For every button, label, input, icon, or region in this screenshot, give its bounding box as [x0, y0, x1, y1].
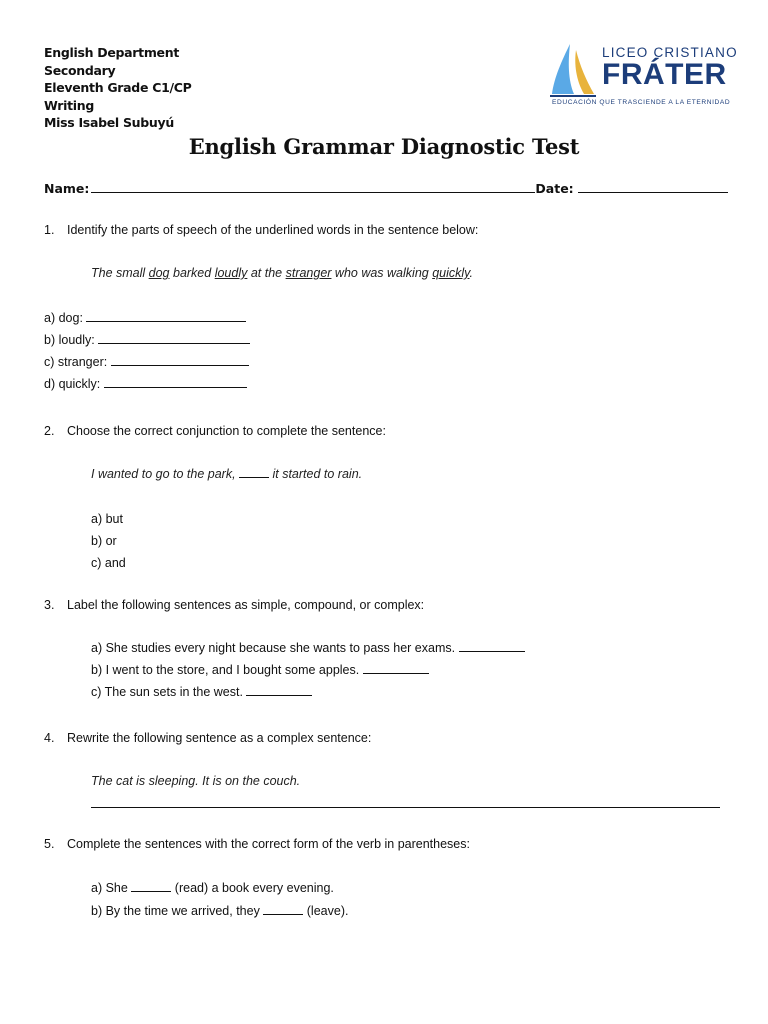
underlined-word-quickly: quickly — [432, 266, 470, 280]
question-number: 5. — [44, 837, 55, 851]
question-3 — [44, 598, 424, 612]
item-text: (leave). — [303, 904, 349, 918]
answer-blank[interactable] — [98, 333, 250, 344]
question-text: Complete the sentences with the correct form of the verb in parentheses: — [67, 837, 470, 851]
name-date-line — [44, 181, 728, 196]
q1-item-d — [44, 377, 247, 391]
answer-blank[interactable] — [263, 904, 303, 915]
level-label: Secondary — [44, 62, 116, 78]
q3-item-a — [91, 641, 525, 655]
answer-blank[interactable] — [239, 467, 269, 478]
question-number: 3. — [44, 598, 55, 612]
answer-blank[interactable] — [363, 663, 429, 674]
answer-blank[interactable] — [111, 355, 249, 366]
name-label: Name: — [44, 181, 90, 196]
q2-option-c: c) and — [91, 556, 126, 570]
answer-blank[interactable] — [104, 377, 247, 388]
q1-item-b — [44, 333, 250, 347]
logo-main-text: FRÁTER — [602, 58, 727, 91]
question-text: Choose the correct conjunction to complete the sentence: — [67, 424, 386, 438]
item-label: c) stranger: — [44, 355, 108, 369]
question-5 — [44, 837, 470, 851]
question-number: 4. — [44, 731, 55, 745]
q2-sentence — [91, 467, 362, 481]
answer-blank[interactable] — [86, 311, 246, 322]
sentence-text: The small — [91, 266, 149, 280]
answer-blank[interactable] — [459, 641, 525, 652]
item-label: d) quickly: — [44, 377, 101, 391]
item-label: b) loudly: — [44, 333, 95, 347]
teacher-label: Miss Isabel Subuyú — [44, 115, 174, 130]
q3-item-c — [91, 685, 312, 699]
school-logo — [548, 40, 738, 112]
question-2 — [44, 424, 386, 438]
subject-label: Writing — [44, 97, 95, 113]
question-4 — [44, 731, 371, 745]
header-info — [44, 44, 191, 132]
question-1 — [44, 223, 478, 237]
question-number: 1. — [44, 223, 55, 237]
sentence-text: it started to rain. — [269, 467, 363, 481]
logo-school-name: LICEO CRISTIANO — [602, 45, 738, 60]
department-label: English Department — [44, 45, 179, 60]
date-label: Date: — [535, 181, 574, 196]
sail-icon — [548, 42, 598, 100]
q1-item-c — [44, 355, 249, 369]
underlined-word-stranger: stranger — [285, 266, 332, 280]
q2-option-a: a) but — [91, 512, 123, 526]
q5-item-a — [91, 881, 334, 895]
q2-option-b: b) or — [91, 534, 117, 548]
q1-sentence — [91, 266, 473, 280]
date-field[interactable] — [578, 182, 728, 193]
question-text: Identify the parts of speech of the underlined words in the sentence below: — [67, 223, 479, 237]
item-label: a) She studies every night because she wants to pass her exams. — [91, 641, 456, 655]
q4-answer-line[interactable] — [91, 807, 720, 808]
grade-label: Eleventh Grade C1/CP — [44, 80, 192, 95]
underlined-word-loudly: loudly — [214, 266, 248, 280]
item-text: (read) a book every evening. — [171, 881, 334, 895]
sentence-text: I wanted to go to the park, — [91, 467, 240, 481]
sentence-text: at the — [247, 266, 286, 280]
item-text: b) By the time we arrived, they — [91, 904, 264, 918]
q5-item-b — [91, 904, 348, 918]
sentence-text: barked — [169, 266, 215, 280]
answer-blank[interactable] — [131, 881, 171, 892]
item-label: b) I went to the store, and I bought some apples. — [91, 663, 360, 677]
item-label: a) dog: — [44, 311, 83, 325]
q1-item-a — [44, 311, 246, 325]
page-title: English Grammar Diagnostic Test — [188, 134, 580, 159]
q4-sentence: The cat is sleeping. It is on the couch. — [91, 774, 301, 788]
q3-item-b — [91, 663, 429, 677]
question-text: Rewrite the following sentence as a complex sentence: — [67, 731, 372, 745]
name-field[interactable] — [91, 182, 535, 193]
logo-tagline: EDUCACIÓN QUE TRASCIENDE A LA ETERNIDAD — [552, 99, 731, 106]
answer-blank[interactable] — [246, 685, 312, 696]
sentence-text: . — [469, 266, 473, 280]
question-text: Label the following sentences as simple, compound, or complex: — [67, 598, 425, 612]
question-number: 2. — [44, 424, 55, 438]
sentence-text: who was walking — [331, 266, 433, 280]
underlined-word-dog: dog — [148, 266, 170, 280]
item-text: a) She — [91, 881, 132, 895]
item-label: c) The sun sets in the west. — [91, 685, 243, 699]
